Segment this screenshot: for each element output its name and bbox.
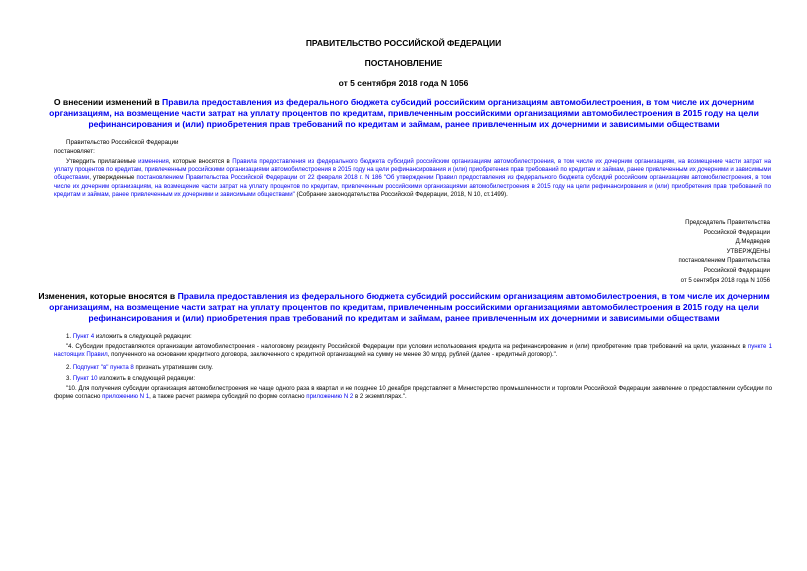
point-4-link[interactable]: Пункт 4 [72,333,95,340]
point-1-rules-link[interactable]: пункте 1 настоящих Правил [54,343,773,359]
document-type: ПОСТАНОВЛЕНИЕ [364,58,443,68]
appendix-2-link[interactable]: приложению N 2 [306,393,354,401]
heading-rules-link[interactable]: Правила предоставления из федерального бюджета субсидий российским организациям автомобилестроения, в том числе их дочерним организациям, на возмещение части затрат на уплату процентов по кредитам, привлеченным российскими организациями автомобилестроения в 2015 году на цели рефинансирования и (или) приобретения прав требований по кредитам и займам, ранее привлеченным их дочерними и зависимыми обществами [49,97,759,129]
resolution-body [54,158,771,199]
change-2-number: 2. [66,364,73,371]
approved-line-2: постановлением Правительства [678,257,770,265]
body-text-2: , которые вносятся в [168,158,233,165]
change-3-number: 3. [66,375,73,382]
change-1-number: 1. [66,333,73,340]
change-item-3 [54,375,772,383]
change-item-3-quote [54,385,772,402]
preamble-decrees: постановляет: [54,148,95,155]
change-2-text: признать утратившим силу. [133,364,213,371]
signature-line-1: Председатель Правительства [685,219,770,226]
changes-heading-prefix: Изменения, которые вносятся в [38,291,178,301]
change-1-text: изложить в следующей редакции: [94,333,192,340]
resolution-186-link[interactable]: постановлением Правительства Российской Федерации от 22 февраля 2018 г. N 186 "Об утверждении Правил предоставления из федерального бюджета субсидий российским организациям автомобилестроения, в том числе их дочерним организациям, на возмещение части затрат на уплату процентов по кредитам, привлеченным российскими организациями автомобилестроения в 2015 году на цели рефинансирования и (или) приобретения прав требований по кредитам и займам, ранее привлеченным их дочерними и зависимыми обществами" [54,174,771,198]
approved-line-3: Российской Федерации [703,266,770,274]
change-item-1 [54,333,772,341]
body-text-4: (Собрание законодательства Российской Федерации, 2018, N 10, ст.1499). [294,190,508,198]
changes-heading-rules-link[interactable]: Правила предоставления из федерального бюджета субсидий российским организациям автомобилестроения, в том числе их дочерним организациям, на возмещение части затрат на уплату процентов по кредитам, привлеченным российскими организациями автомобилестроения в 2015 году на цели рефинансирования и (или) приобретения прав требований по кредитам и займам, ранее привлеченным их дочерними и зависимыми обществами [49,291,770,323]
signature-line-2: Российской Федерации [703,228,770,236]
signature-line-3: Д.Медведев [735,238,770,246]
approved-line-1: УТВЕРЖДЕНЫ [726,247,770,255]
change-item-2 [54,364,772,372]
heading-prefix: О внесении изменений в [53,97,163,107]
body-text-1: Утвердить прилагаемые [66,158,139,165]
subpoint-v-point-8-link[interactable]: Подпункт "в" пункта 8 [72,364,134,371]
document-date-number: от 5 сентября 2018 года N 1056 [338,78,469,88]
document-heading [34,97,774,130]
change-item-1-quote [54,343,772,360]
approved-line-4: от 5 сентября 2018 года N 1056 [680,276,770,284]
changes-heading [34,291,774,324]
change-3-quote-text-1: "10. Для получения субсидии организация автомобилестроения не чаще одного раза в квартал и не позднее 10 декабря представляет в Министерство промышленности и торговли Российской Федерации заявление о предоставлении субсидии по форме согласно [54,385,772,401]
signature-block [678,218,770,285]
government-title: ПРАВИТЕЛЬСТВО РОССИЙСКОЙ ФЕДЕРАЦИИ [305,38,502,48]
change-1-quote-text-2: , полученного на основании кредитного договора, заключенного с кредитной организацией на сумму не менее 30 млрд. рублей (далее - кредитный договор).". [107,351,558,359]
change-3-text: изложить в следующей редакции: [97,375,196,382]
change-3-quote-text-3: в 2 экземплярах.". [353,393,407,401]
change-1-quote-text-1: "4. Субсидии предоставляются организации автомобилестроения - налоговому резиденту Российской Федерации при условии использования кредита на рефинансирование и (или) приобретение прав требований на цели, указанных в [66,343,748,350]
body-text-3: , утвержденные [89,174,137,182]
appendix-1-link[interactable]: приложению N 1 [102,393,150,401]
rules-link[interactable]: Правила предоставления из федерального бюджета субсидий российским организациям автомобилестроения, в том числе их дочерним организациям, на возмещение части затрат на уплату процентов по кредитам, привлеченным российскими организациями автомобилестроения в 2015 году на цели рефинансирования и (или) приобретения прав требований по кредитам и займам, ранее привлеченным их дочерними и зависимыми обществами [54,158,771,182]
preamble-government: Правительство Российской Федерации [66,139,179,146]
changes-link[interactable]: изменения [138,158,169,165]
change-3-quote-text-2: , а также расчет размера субсидий по форме согласно [149,393,307,401]
point-10-link[interactable]: Пункт 10 [72,375,98,382]
